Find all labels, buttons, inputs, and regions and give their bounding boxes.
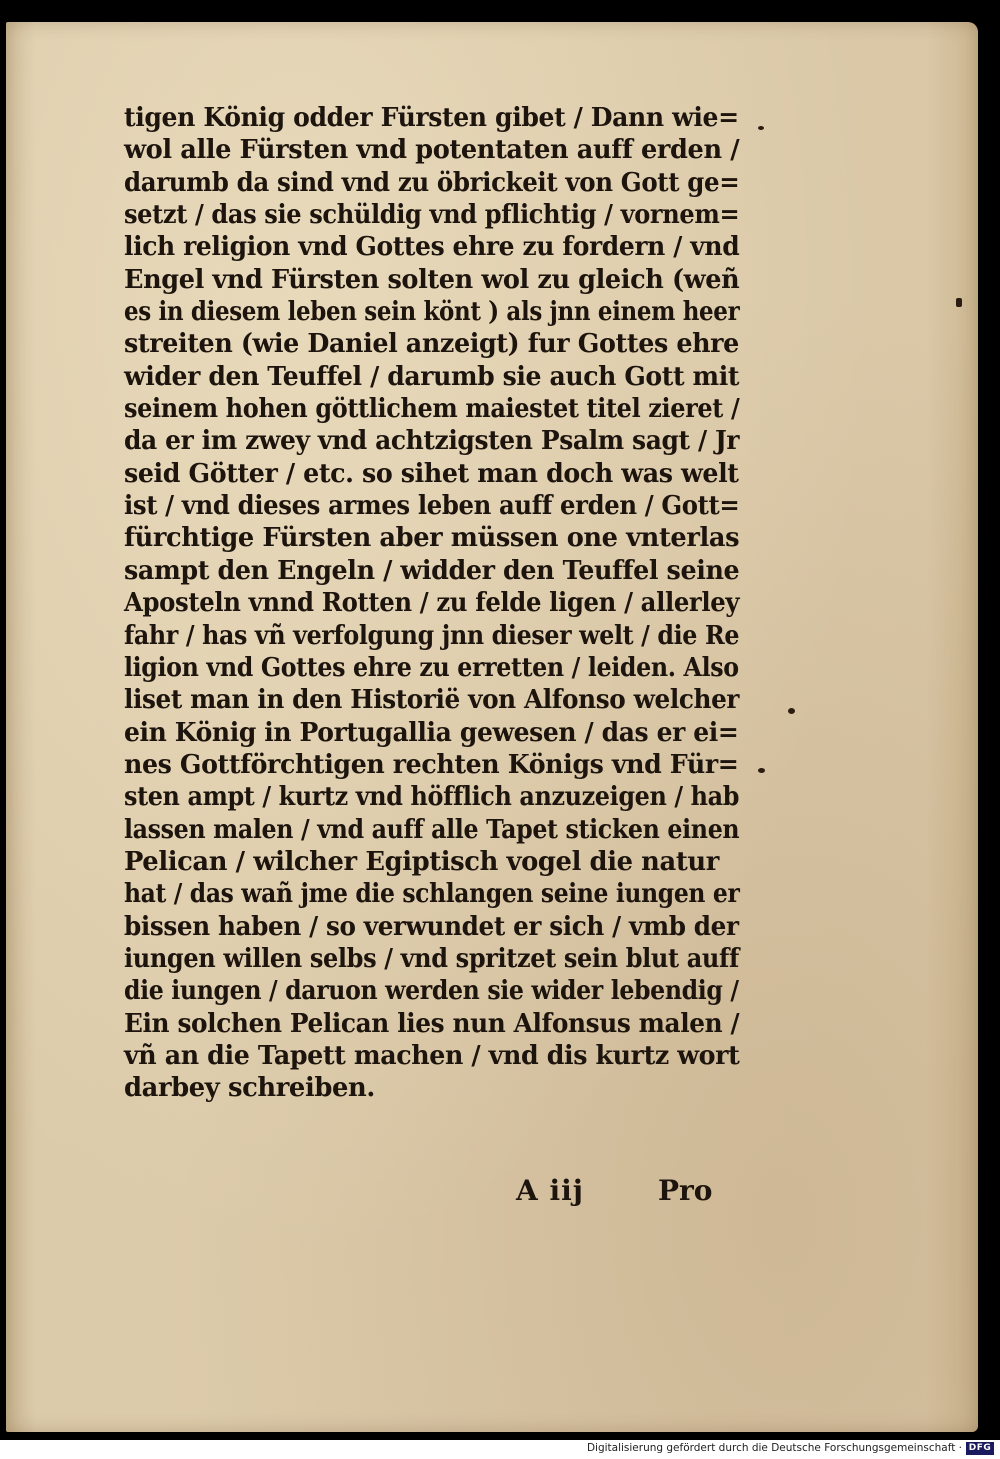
signature-mark: A iij	[516, 1174, 584, 1207]
ink-speck	[956, 298, 962, 307]
text-line: setzt / das sie schüldig vnd pflichtig / vornem=	[124, 200, 740, 231]
dfg-logo: DFG	[966, 1442, 994, 1455]
text-line: vñ an die Tapett machen / vnd dis kurtz wort	[124, 1040, 740, 1071]
text-line: hat / das wañ jme die schlangen seine iungen er	[124, 879, 740, 910]
text-line: da er im zwey vnd achtzigsten Psalm sagt / Jr	[124, 426, 740, 457]
book-page	[6, 22, 978, 1432]
text-line: tigen König odder Fürsten gibet / Dann wie=	[124, 103, 739, 133]
text-line: es in diesem leben sein könt ) als jnn einem heer	[124, 297, 740, 328]
ink-speck	[758, 768, 765, 773]
text-line: seinem hohen göttlichem maiestet titel zieret /	[124, 394, 740, 425]
text-line: ein König in Portugallia gewesen / das er ei=	[124, 717, 739, 748]
text-line: sten ampt / kurtz vnd höfflich anzuzeigen / hab	[124, 782, 740, 813]
footer-credit: Digitalisierung gefördert durch die Deutsche Forschungsgemeinschaft ·	[586, 1442, 962, 1454]
catchword: Pro	[658, 1174, 713, 1207]
text-line: die iungen / daruon werden sie wider lebendig /	[124, 976, 739, 1007]
text-line: lich religion vnd Gottes ehre zu fordern / vnd	[124, 232, 740, 263]
text-line: bissen haben / so verwundet er sich / vmb der	[124, 911, 739, 942]
page-text-block	[124, 102, 744, 1105]
text-line: fahr / has vñ verfolgung jnn dieser welt / die Re	[124, 620, 740, 651]
text-line: streiten (wie Daniel anzeigt) fur Gottes ehre	[124, 329, 739, 360]
text-line: liset man in den Historië von Alfonso welcher	[124, 685, 740, 716]
ink-speck	[758, 126, 764, 130]
text-line: fürchtige Fürsten aber müssen one vnterlas	[124, 523, 740, 554]
text-line: wol alle Fürsten vnd potentaten auff erden /	[124, 135, 740, 166]
text-line: sampt den Engeln / widder den Teuffel seine	[124, 555, 740, 586]
text-line: ligion vnd Gottes ehre zu erretten / leiden. Also	[124, 652, 739, 683]
text-line: Engel vnd Fürsten solten wol zu gleich (weñ	[124, 264, 740, 295]
text-line: seid Götter / etc. so sihet man doch was welt	[124, 458, 739, 489]
text-line: darbey schreiben.	[124, 1073, 375, 1104]
ink-speck	[788, 708, 795, 714]
text-line: nes Gottförchtigen rechten Königs vnd Für=	[124, 749, 739, 780]
text-line: lassen malen / vnd auff alle Tapet sticken einen	[124, 814, 740, 845]
text-line: darumb da sind vnd zu öbrickeit von Gott ge=	[124, 167, 740, 198]
text-line: Ein solchen Pelican lies nun Alfonsus malen /	[124, 1008, 740, 1039]
text-line: Aposteln vnnd Rotten / zu felde ligen / allerley	[124, 588, 740, 619]
text-line: ist / vnd dieses armes leben auff erden / Gott=	[124, 491, 740, 522]
text-line: wider den Teuffel / darumb sie auch Gott mit	[124, 361, 740, 392]
text-line: Pelican / wilcher Egiptisch vogel die natur	[124, 846, 719, 877]
text-line: iungen willen selbs / vnd spritzet sein blut auff	[124, 943, 739, 974]
